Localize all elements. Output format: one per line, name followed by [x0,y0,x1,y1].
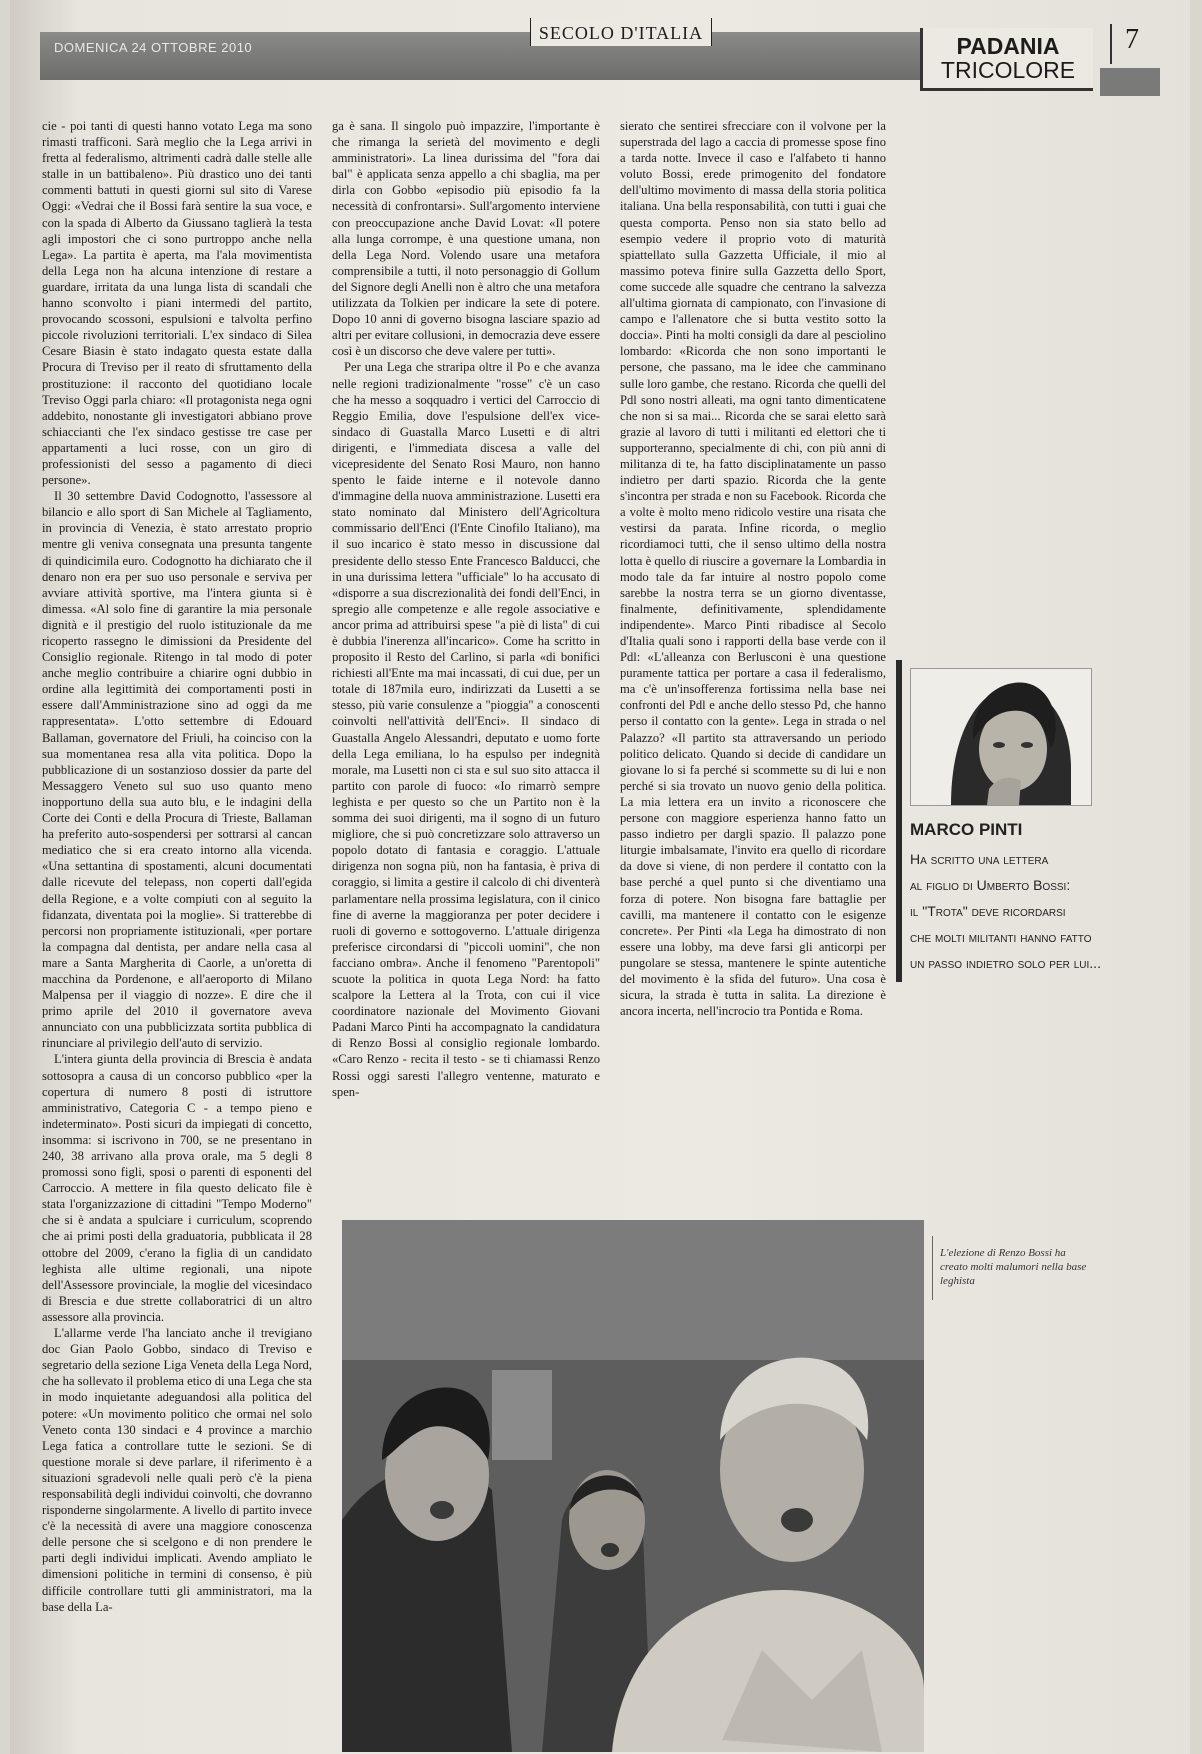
sidebar-rule [896,660,902,982]
sidebar-name: MARCO PINTI [910,820,1023,839]
section-label [920,28,1093,91]
paragraph: cie - poi tanti di questi hanno votato Lega ma sono rimasti trafficoni. Sarà meglio che la Lega arrivi in fretta al federalismo, altrimenti cadrà dalle stelle alle stalle in un battibaleno». Più drastico uno dei tanti commenti battuti in questi giorni sul sito di Varese Oggi: «Vedrai che il Bossi farà sentire la sua voce, e con la spada di Alberto da Giussano taglierà la testa agli impostori che ci sono purtroppo anche nella Lega». La partita è aperta, ma l'ala movimentista della Lega non ha alcuna intenzione di restare a guardare, irritata da una lunga lista di scandali che hanno sconvolto i piani intermedi del partito, provocando scossoni, espulsioni e talvolta perfino piccole rivoluzioni territoriali. L'ex sindaco di Silea Cesare Biasin è stato indagato questa estate dalla Procura di Treviso per il reato di sfruttamento della prostituzione: il racconto del quotidiano locale Treviso Oggi parla chiaro: «Il protagonista nega ogni addebito, nonostante gli investigatori abbiano prove schiaccianti che l'ex sindaco gestisse tre case per appartamenti a luci rosse, con un giro di professionisti del sesso a pagamento di dieci persone». [42,119,312,488]
paragraph: Il 30 settembre David Codognotto, l'assessore al bilancio e allo sport di San Michele al Tagliamento, in provincia di Venezia, è stato arrestato proprio mentre gli veniva consegnata una presunta tangente di quindicimila euro. Codognotto ha dichiarato che il denaro non era per suo uso personale e serviva per avviare attività sportive, ma l'intera giunta si è dimessa. «Al solo fine di garantire la mia personale dignità e il prestigio del ruolo istituzionale da me ricoperto rassegno le dimissioni da Presidente del Consiglio regionale. Ritengo in tal modo di poter anche meglio contribuire a chiarire ogni dubbio in ordine alla legittimità dei comportamenti posti in essere dall'Amministrazione sino ad oggi da me rappresentata». L'otto settembre di Edouard Ballaman, governatore del Friuli, ha coinciso con la sua momentanea resa alla vita politica. Dopo la pubblicazione di un sostanzioso dossier da parte del Messaggero Veneto sul suo uso quanto meno inopportuno della sua auto blu, e le indagini della Corte dei Conti e della Procura di Trieste, Ballaman ha preferito auto-sospendersi per sottrarsi al cancan mediatico che si era creato intorno alla vicenda. «Una settantina di spostamenti, alcuni documentati dalle ricevute del telepass, non coperti dall'egida della Regione, e a volte compiuti con al seguito la fidanzata, diventata poi la moglie». Si tratterebbe di percorsi non propriamente istituzionali, «per portare la compagna dal dentista, per andare nella casa al mare a Santa Margherita di Caorle, a un'oretta di macchina da Pordenone, e all'aeroporto di Milano Malpensa per il viaggio di nozze». E dire che il primo aprile del 2010 il governatore aveva annunciato con una pubblicizzata sortita pubblica di rinunciare al privilegio dell'auto di servizio. [42,489,312,1051]
page-header [40,18,1140,83]
photo-caption: L'elezione di Renzo Bossi ha creato molti malumori nella base leghista [940,1247,1087,1287]
header-strip [40,32,940,80]
caption-line: un passo indietro solo per lui... [910,955,1101,971]
section-label-line2: TRICOLORE [940,57,1076,83]
section-label-line1: PADANIA [956,33,1060,59]
portrait-photo [910,668,1092,806]
newspaper-page [10,0,1190,1754]
caption-line: il "Trota" deve ricordarsi [910,903,1066,919]
page-number: 7 [1110,24,1152,64]
issue-date: DOMENICA 24 OTTOBRE 2010 [54,40,253,55]
paragraph: L'intera giunta della provincia di Brescia è andata sottosopra a causa di un concorso pubblico «per la copertura di numero 8 posti di istruttore amministrativo, Categoria C - a tempo pieno e indeterminato». Posti sicuri da impiegati di concetto, insomma: si iscrivono in 700, se ne presentano in 240, 38 arrivano alla prova orale, ma 5 degli 8 promossi sono figli, sposi o parenti di esponenti del Carroccio. A mettere in fila questo delicato file è stata l'organizzazione di cittadini "Tempo Moderno" che si è andata a spulciare i curriculum, scoprendo che ai primi posti della graduatoria, pubblicata il 28 ottobre del 2009, c'erano la figlia di un candidato leghista alle ultime regionali, una nipote dell'Assessore provinciale, la moglie del vicesindaco di Brescia e due strette collaboratrici di un altro assessore alla provincia. [42,1052,312,1324]
article-column-1 [42,118,312,1615]
masthead: SECOLO D'ITALIA [530,18,712,46]
paragraph: sierato che sentirei sfrecciare con il volvone per la superstrada del lago a caccia di promesse spose fino a tarda notte. Invece il caso e l'alfabeto ti hanno voluto Bossi, erede primogenito del fondatore dell'ultimo movimento di massa della storia politica italiana. Una bella responsabilità, con tutti i guai che questa comporta. Penso non sia stato bello ad esempio vedere il proprio voto di maturità spiattellato sulla Gazzetta Ufficiale, il mio al massimo poteva finire sulla Gazzetta dello Sport, come succede alle squadre che centrano la salvezza all'ultima giornata di campionato, con l'invasione di campo e l'allenatore che si butta vestito sotto la doccia». Pinti ha molti consigli da dare al pesciolino lombardo: «Ricorda che non sono importanti le persone, che passano, ma le idee che camminano sulle loro gambe, che restano. Ricorda che quelli del Pdl sono nostri alleati, ma ogni tanto dimenticatene che non si sa mai... Ricorda che se sarai eletto sarà grazie al lavoro di tutti i militanti ed elettori che ti supporteranno, specialmente di chi, con più anni di militanza di te, ha fatto disciplinatamente un passo indietro per darti spazio. Ricorda che la gente s'incontra per strada e non su Facebook. Ricorda che a volte è molto meno ridicolo vestire una risata che vestirsi da parata. Infine ricorda, o meglio ricordiamoci tutti, che il senso ultimo della nostra lotta è quello di riuscire a governare la Lombardia in modo tale da far intuire al nostro popolo come sarebbe la nostra terra se un giorno diventasse, finalmente, definitivamente, splendidamente indipendente». Marco Pinti ribadisce al Secolo d'Italia quali sono i rapporti della base verde con il Pdl: «L'alleanza con Berlusconi è una questione puramente tattica per portare a casa il federalismo, ma c'è un'insofferenza fortissima nella base nei confronti del Pdl e anche dello stesso Pd, che hanno perso il contatto con la gente». Lega in strada o nel Palazzo? «Il partito sta attraversando un periodo politico delicato. Quando si decide di candidare un giovane lo si fa perché si scommette su di lui e non perché si sia trovato un nuovo genio della politica. La mia lettera era un invito a riconoscere che persone con maggiore esperienza hanno fatto un passo indietro per dargli spazio. Il palazzo pone liturgie imbalsamate, l'invito era quello di ricordare da dove si viene, di non perdere il contatto con la base perché a quel punto si che diventiamo una forza di potere. Non bisogna fare battaglie per cavilli, ma mantenere il contatto con le esigenze concrete». Per Pinti «la Lega ha dimostrato di non essere una lobby, ma deve farsi gli anticorpi per pungolare se stessa, mantenere le spinte autentiche del movimento è la sfida del futuro». Una cosa è sicura, la strada è tutta in salita. La direzione è ancora incerta, nell'incrocio tra Pontida e Roma. [620,119,886,1019]
crowd-photo [342,1220,924,1752]
photo-caption-rule [932,1236,933,1300]
caption-line: Ha scritto una lettera [910,851,1049,867]
article-column-2 [332,118,600,1100]
paragraph: L'allarme verde l'ha lanciato anche il trevigiano doc Gian Paolo Gobbo, sindaco di Treviso e segretario della sezione Liga Veneta della Lega Nord, che ha sollevato il problema etico di una Lega che sta in modo inquietante adeguandosi alla politica del potere: «Un movimento politico che ormai nel solo Veneto conta 130 sindaci e 4 province a marchio Lega fatica a controllare tutte le sezioni. Se di questione morale si deve parlare, il riferimento è a situazioni sgradevoli nelle quali però c'è la piena responsabilità degli individui coinvolti, che dovranno risponderne singolarmente. A livello di partito invece c'è la necessità di avere una maggiore conoscenza delle persone che si scelgono e di non prendere le parti degli individui implicati. Avendo ampliato le dimensioni politiche in termini di consenso, è più difficile controllare tutti gli amministratori, ma la base della La- [42,1326,312,1614]
article-column-3 [620,118,886,1019]
caption-line: che molti militanti hanno fatto [910,929,1092,945]
sidebar-caption [910,846,1160,976]
paragraph: ga è sana. Il singolo può impazzire, l'importante è che rimanga la serietà del movimento e degli amministratori». La linea durissima del "fora dai bal" è applicata senza appello a chi sbaglia, ma per dirla con Gobbo «episodio più episodio fa la necessità di confrontarsi». Sull'argomento interviene con preoccupazione anche David Lovat: «Il potere alla lunga corrompe, è una questione umana, non della Lega Nord. Volendo usare una metafora comprensibile a tutti, il noto personaggio di Gollum del Signore degli Anelli non è altro che una metafora utilizzata da Tolkien per indicare la sete di potere. Dopo 10 anni di governo bisogna lasciare spazio ad altri per evitare collusioni, in democrazia deve essere così è un discorso che deve valere per tutti». [332,119,600,359]
caption-line: al figlio di Umberto Bossi: [910,877,1071,893]
header-strip-right [1100,68,1160,96]
paragraph: Per una Lega che straripa oltre il Po e che avanza nelle regioni tradizionalmente "rosse" c'è un caso che ha messo a soqquadro i vertici del Carroccio di Reggio Emilia, dove l'espulsione dell'ex vice-sindaco di Guastalla Marco Lusetti e di altri dirigenti, e l'immediata discesa a valle del vicepresidente del Senato Rosi Mauro, non hanno spento le faide interne e il notevole danno d'immagine della nuova amministrazione. Lusetti era stato nominato dal Ministero dell'Agricoltura commissario dell'Enci (l'Ente Cinofilo Italiano), ma il suo incarico è stato messo in discussione dal presidente dello stesso Ente Francesco Balducci, che in una durissima lettera "ufficiale" lo ha accusato di «disporre a sua discrezionalità dei fondi dell'Enci, in spregio alle competenze e alle regole associative e ancor prima ad attribuirsi spese "a piè di lista" di cui è dubbia l'inerenza all'incarico». Come ha scritto in proposito il Resto del Carlino, si parla «di bonifici richiesti all'Ente ma mai incassati, di cui due, per un totale di 187mila euro, indirizzati da Lusetti a se stesso, più varie consulenze a "pioggia" a conoscenti coinvolti nell'attività dell'Enci». Il sindaco di Guastalla Angelo Alessandri, deputato e uomo forte della Lega emiliana, lo ha espulso per indegnità morale, ma Lusetti non ci sta e sul suo sito attacca il partito con parole di fuoco: «Io rimarrò sempre leghista e per questo so che un Partito non è la somma dei suoi dirigenti, ma il sogno di un futuro migliore, che si può concretizzare solo attraverso un popolo dotato di fantasia e coraggio. L'attuale dirigenza non sogna più, non ha fantasia, è priva di coraggio, si limita a gestire il calcolo di chi diventerà parlamentare nella prossima legislatura, con il cinico fine di averne la maggioranza per poter decidere i ruoli di governo e sottogoverno. L'attuale dirigenza preferisce circondarsi di "piccoli uomini", che non facciano ombra». Anche il fenomeno "Parentopoli" scuote la politica in quota Lega Nord: ha fatto scalpore la Lettera al la Trota, con cui il vice coordinatore nazionale del Movimento Giovani Padani Marco Pinti ha accompagnato la candidatura di Renzo Bossi al consiglio regionale lombardo. «Caro Renzo - recita il testo - se ti chiamassi Renzo Rossi oggi saresti l'allegro ventenne, maturato e spen- [332,360,600,1099]
